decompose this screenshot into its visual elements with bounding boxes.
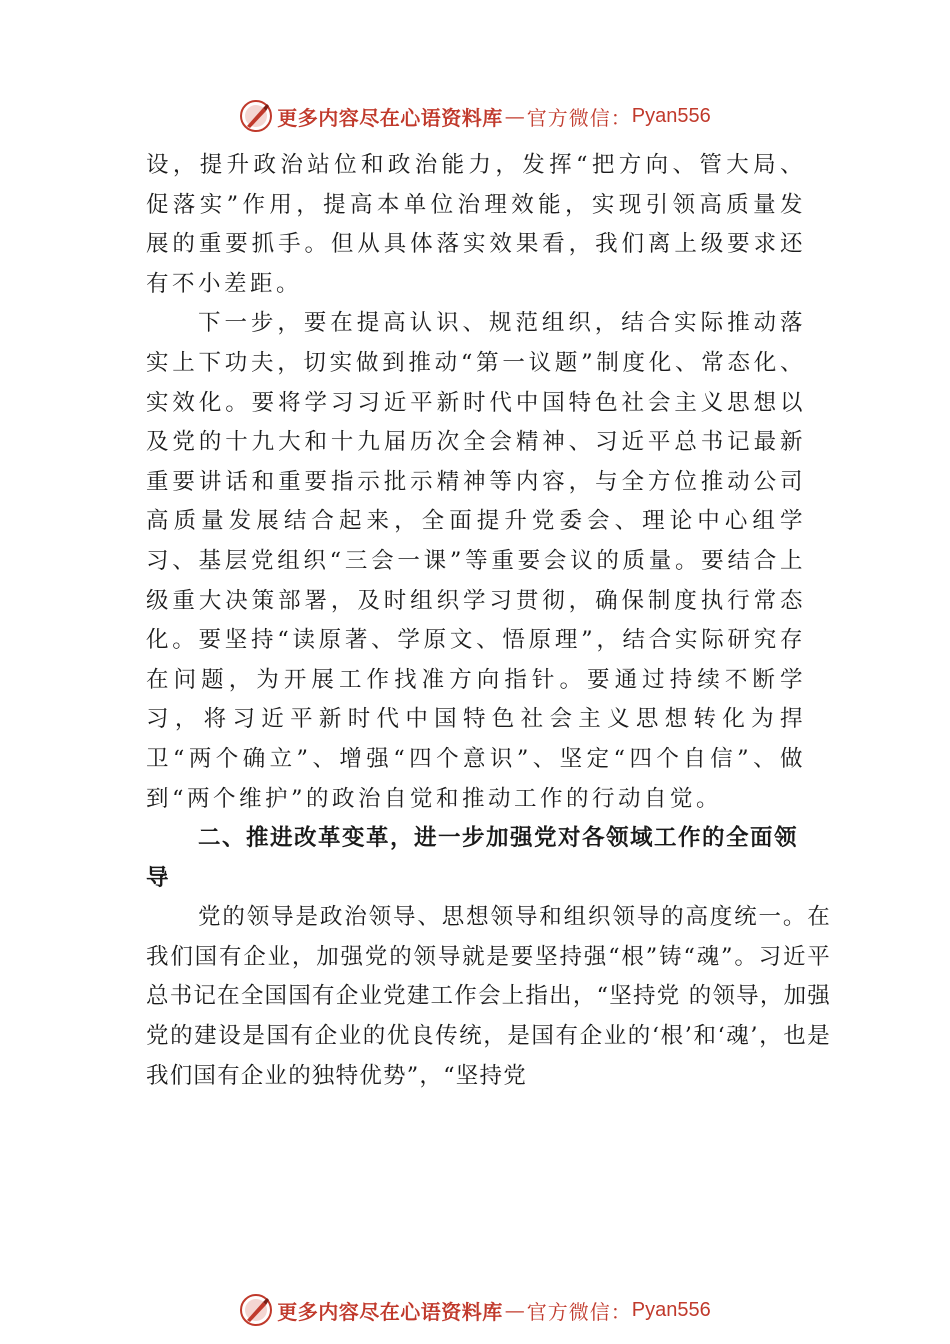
watermark-wechat-id: Pyan556 (631, 1298, 711, 1321)
watermark-label: 官方微信： (526, 105, 632, 130)
watermark-wechat-id: Pyan556 (631, 104, 711, 127)
watermark-brand: 更多内容尽在心语资料库 (277, 1299, 503, 1324)
watermark-dash: — (504, 1298, 525, 1322)
paragraph-next-steps: 下一步，要在提高认识、规范组织，结合实际推动落实上下功夫，切实做到推动“第一议题”制度化、常态化、实效化。要将学习习近平新时代中国特色社会主义思想以及党的十九大和十九届历次全会精神、习近平总书记最新重要讲话和重要指示批示精神等内容，与全方位推动公司高质量发展结合起来，全面提升党委会、理论中心组学习、基层党组织“三会一课”等重要会议的质量。要结合上级重大决策部署，及时组织学习贯彻，确保制度执行常态化。要坚持“读原著、学原文、悟原理”，结合实际研究存在问题，为开展工作找准方向指针。要通过持续不断学习，将习近平新时代中国特色社会主义思想转化为捍卫“两个确立”、增强“四个意识”、坚定“四个自信”、做到“两个维护”的政治自觉和推动工作的行动自觉。 (146, 310, 806, 812)
paragraph-continuation: 设，提升政治站位和政治能力，发挥“把方向、管大局、促落实”作用，提高本单位治理效能，实现引领高质量发展的重要抓手。但从具体落实效果看，我们离上级要求还有不小差距。 (146, 152, 806, 297)
quill-pen-icon (239, 99, 273, 133)
document-body (146, 146, 831, 1096)
section-heading: 二、推进改革变革，进一步加强党对各领域工作的全面领导 (146, 825, 799, 891)
watermark-brand: 更多内容尽在心语资料库 (277, 105, 503, 130)
watermark-footer (0, 1290, 950, 1330)
watermark-dash: — (504, 104, 525, 128)
watermark-header (0, 96, 950, 136)
paragraph-party-leadership: 党的领导是政治领导、思想领导和组织领导的高度统一。在我们国有企业，加强党的领导就是要坚持强“根”铸“魂”。习近平总书记在全国国有企业党建工作会上指出，“坚持党 的领导，加强党的建设是国有企业的优良传统，是国有企业的‘根’和‘魂’，也是我们国有企业的独特优势”，“坚持党 (146, 904, 831, 1089)
watermark-label: 官方微信： (526, 1299, 632, 1324)
quill-pen-icon (239, 1293, 273, 1327)
